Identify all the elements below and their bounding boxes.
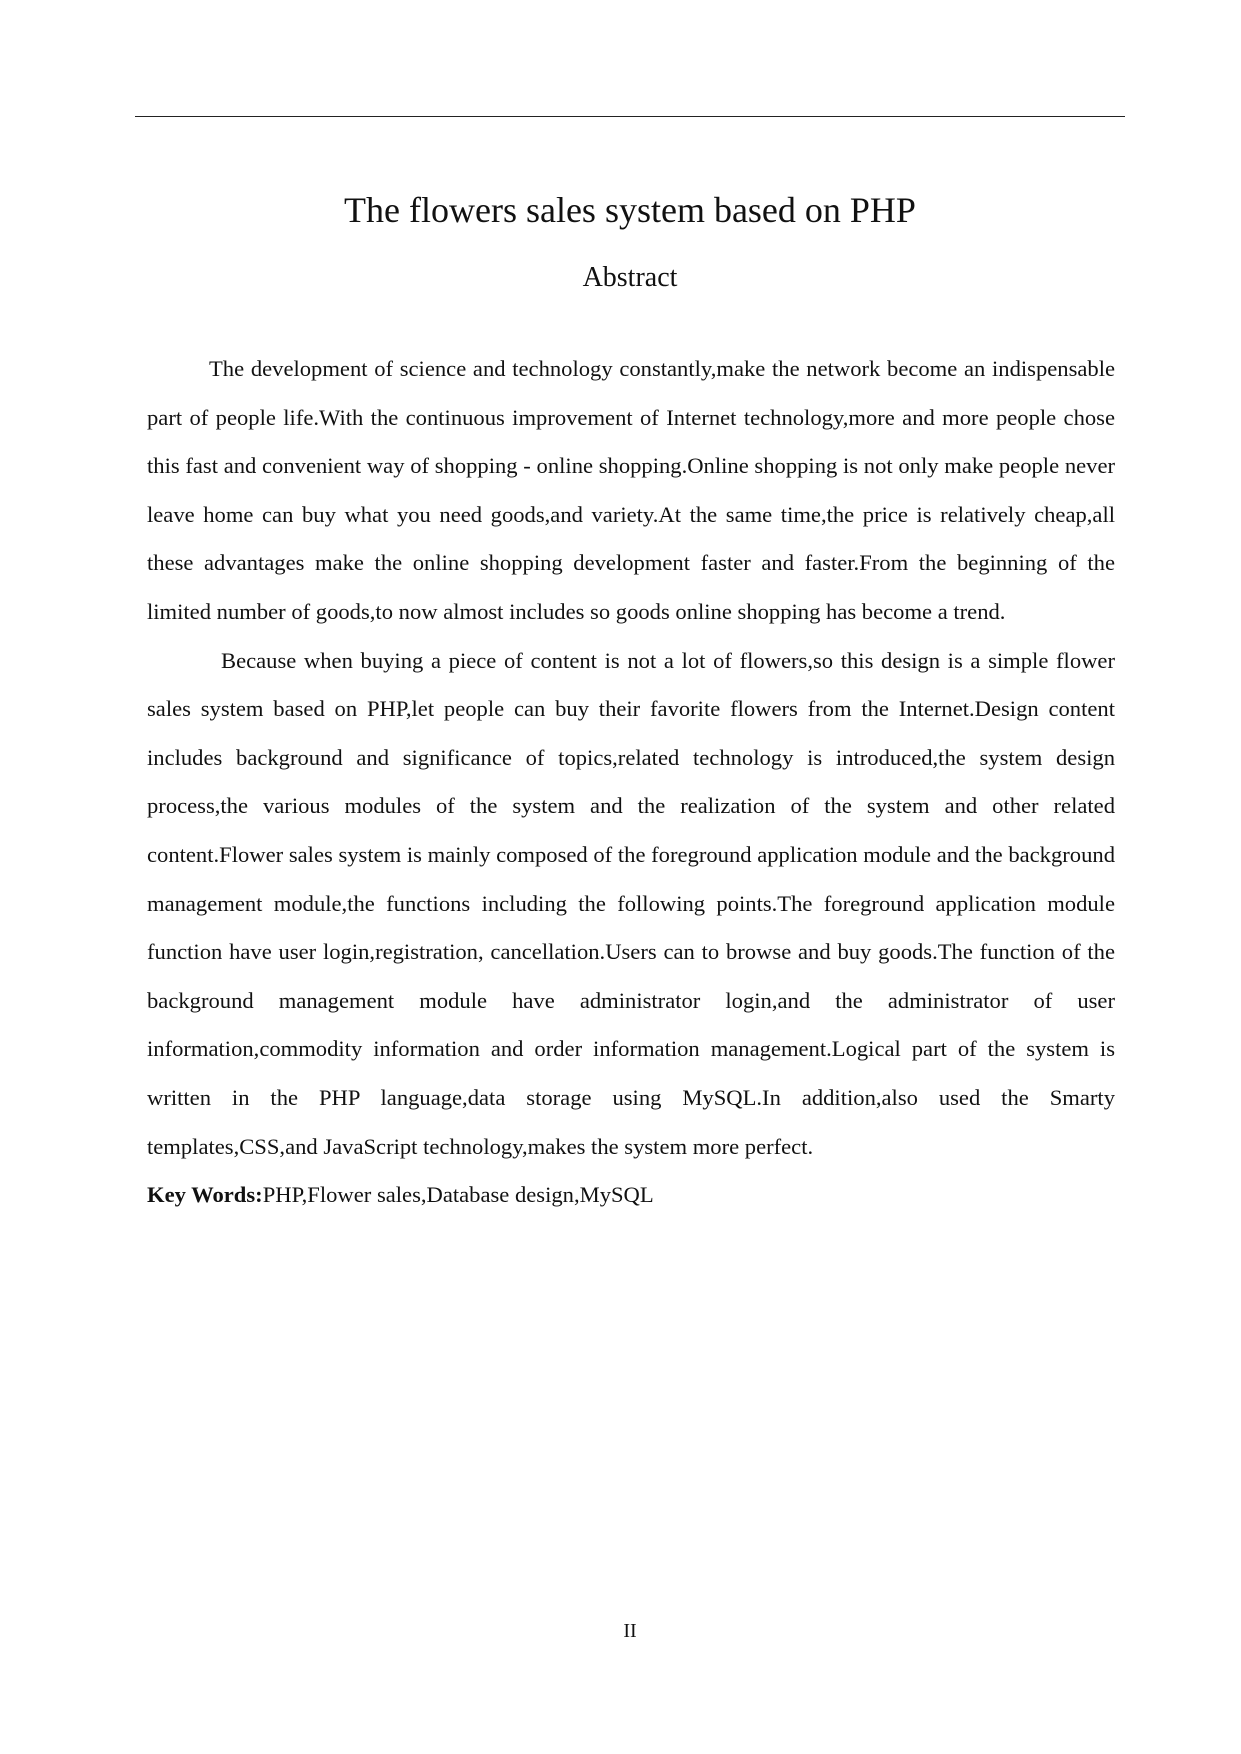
abstract-heading: Abstract xyxy=(582,262,678,293)
keywords-value: PHP,Flower sales,Database design,MySQL xyxy=(262,1182,654,1208)
abstract-body xyxy=(147,345,1115,1220)
abstract-paragraph: Because when buying a piece of content is not a lot of flowers,so this design is a simple flower sales system based on PHP,let people can buy their favorite flowers from the Internet.Design content includes background and significance of topics,related technology is introduced,the system design process,the various modules of the system and the realization of the system and other related content.Flower sales system is mainly composed of the foreground application module and the background management module,the functions including the following points.The foreground application module function have user login,registration, cancellation.Users can to browse and buy goods.The function of the background management module have administrator login,and the administrator of user information,commodity information and order information management.Logical part of the system is written in the PHP language,data storage using MySQL.In addition,also used the Smarty templates,CSS,and JavaScript technology,makes the system more perfect. xyxy=(147,647,1115,1159)
abstract-paragraph: The development of science and technology constantly,make the network become an indispensable part of people life.With the continuous improvement of Internet technology,more and more people chose this fast and convenient way of shopping - online shopping.Online shopping is not only make people never leave home can buy what you need goods,and variety.At the same time,the price is relatively cheap,all these advantages make the online shopping development faster and faster.From the beginning of the limited number of goods,to now almost includes so goods online shopping has become a trend. xyxy=(147,356,1115,624)
keywords-line xyxy=(147,1171,1115,1220)
keywords-label: Key Words: xyxy=(147,1182,263,1208)
document-title: The flowers sales system based on PHP xyxy=(344,190,916,230)
page-number: II xyxy=(623,1620,637,1642)
header-rule xyxy=(135,116,1125,117)
